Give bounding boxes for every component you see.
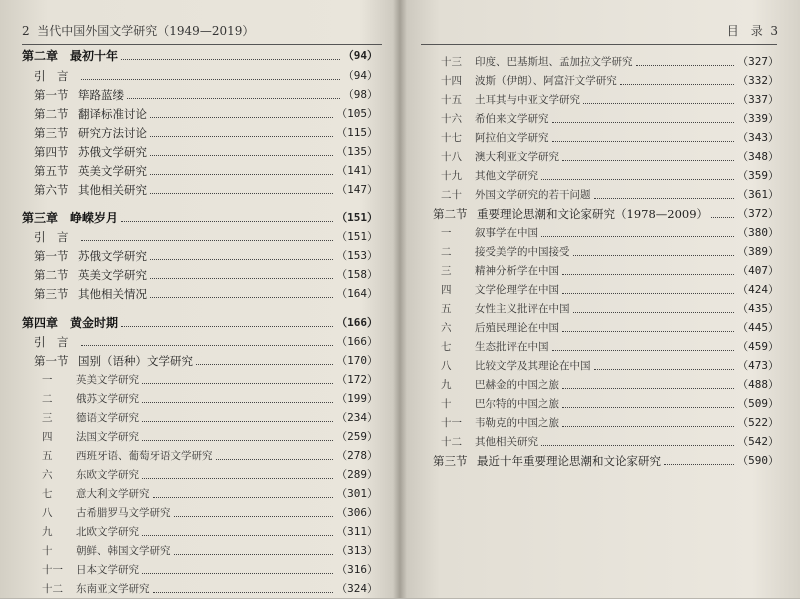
toc-entry-page: （339） xyxy=(737,112,779,125)
toc-entry-label: 第二节 xyxy=(34,268,69,282)
toc-entry-page: （289） xyxy=(336,468,378,481)
right-toc-entry xyxy=(441,318,779,338)
toc-entry-title: 朝鲜、韩国文学研究 xyxy=(76,545,171,557)
left-toc-entry xyxy=(34,104,378,124)
toc-entry-label: 第三节 xyxy=(34,126,69,140)
toc-entry-label: 三 xyxy=(441,265,452,277)
toc-dot-leader xyxy=(174,516,334,517)
left-page xyxy=(0,0,393,598)
toc-dot-leader xyxy=(552,141,735,142)
toc-entry-title: 法国文学研究 xyxy=(76,431,139,443)
toc-entry-label: 第六节 xyxy=(34,183,69,197)
toc-entry-title: 巴赫金的中国之旅 xyxy=(475,379,559,391)
right-toc-entry xyxy=(441,394,779,414)
right-toc-entry xyxy=(441,90,779,110)
toc-dot-leader xyxy=(552,350,735,351)
right-toc-entry xyxy=(441,261,779,281)
toc-entry-label: 引 言 xyxy=(34,230,69,244)
toc-entry-page: （199） xyxy=(336,392,378,405)
toc-entry-page: （488） xyxy=(737,378,779,391)
toc-entry-page: （407） xyxy=(737,264,779,277)
toc-dot-leader xyxy=(81,240,333,241)
toc-entry-title: 澳大利亚文学研究 xyxy=(475,151,559,163)
left-toc-entry xyxy=(42,427,378,447)
toc-entry-title: 黄金时期 xyxy=(70,316,119,330)
left-toc-entry xyxy=(34,284,378,304)
right-toc-entry xyxy=(441,166,779,186)
toc-entry-label: 十四 xyxy=(441,75,462,87)
toc-entry-label: 第二节 xyxy=(34,107,69,121)
toc-dot-leader xyxy=(594,369,735,370)
left-book-title: 当代中国外国文学研究（1949—2019） xyxy=(37,24,255,38)
toc-entry-title: 精神分析学在中国 xyxy=(475,265,559,277)
toc-entry-page: （259） xyxy=(336,430,378,443)
toc-entry-label: 四 xyxy=(441,284,452,296)
toc-dot-leader xyxy=(541,236,734,237)
toc-entry-title: 土耳其与中亚文学研究 xyxy=(475,94,580,106)
toc-entry-label: 一 xyxy=(42,374,53,386)
toc-entry-title: 峥嵘岁月 xyxy=(70,211,119,225)
toc-entry-page: （151） xyxy=(336,211,378,224)
toc-entry-title: 接受美学的中国接受 xyxy=(475,246,570,258)
toc-entry-page: （301） xyxy=(336,487,378,500)
right-page xyxy=(407,0,800,598)
toc-entry-page: （147） xyxy=(336,183,378,196)
left-toc-entry xyxy=(34,161,378,181)
toc-entry-page: （359） xyxy=(737,169,779,182)
toc-entry-page: （313） xyxy=(336,544,378,557)
toc-entry-title: 苏俄文学研究 xyxy=(78,249,147,263)
toc-entry-page: （311） xyxy=(336,525,378,538)
toc-dot-leader xyxy=(150,297,333,298)
left-toc-entry xyxy=(42,503,378,523)
left-toc-entry xyxy=(34,227,378,247)
toc-dot-leader xyxy=(562,426,734,427)
toc-entry-title: 重要理论思潮和文论家研究（1978—2009） xyxy=(477,207,709,221)
toc-entry-page: （348） xyxy=(737,150,779,163)
toc-entry-title: 文学伦理学在中国 xyxy=(475,284,559,296)
right-toc-entry xyxy=(441,109,779,129)
toc-entry-title: 生态批评在中国 xyxy=(475,341,549,353)
toc-entry-label: 十二 xyxy=(441,436,462,448)
toc-entry-label: 七 xyxy=(441,341,452,353)
toc-entry-page: （332） xyxy=(737,74,779,87)
toc-entry-label: 八 xyxy=(441,360,452,372)
toc-entry-label: 八 xyxy=(42,507,53,519)
toc-entry-title: 翻译标准讨论 xyxy=(78,107,147,121)
left-toc-entry xyxy=(34,265,378,285)
right-toc-entry xyxy=(441,432,779,452)
toc-entry-label: 十五 xyxy=(441,94,462,106)
left-toc-entry xyxy=(34,85,378,105)
toc-entry-page: （164） xyxy=(336,287,378,300)
right-toc-entry xyxy=(441,413,779,433)
toc-entry-page: （590） xyxy=(737,454,779,467)
toc-entry-title: 德语文学研究 xyxy=(76,412,139,424)
toc-entry-page: （278） xyxy=(336,449,378,462)
toc-entry-label: 十一 xyxy=(441,417,462,429)
toc-dot-leader xyxy=(142,383,333,384)
toc-entry-page: （435） xyxy=(737,302,779,315)
toc-entry-page: （459） xyxy=(737,340,779,353)
toc-entry-title: 叙事学在中国 xyxy=(475,227,538,239)
toc-entry-page: （158） xyxy=(336,268,378,281)
toc-entry-label: 第四节 xyxy=(34,145,69,159)
toc-dot-leader xyxy=(541,445,734,446)
toc-dot-leader xyxy=(150,174,333,175)
right-toc-entry xyxy=(441,242,779,262)
toc-entry-title: 英美文学研究 xyxy=(76,374,139,386)
toc-dot-leader xyxy=(562,274,734,275)
toc-entry-label: 一 xyxy=(441,227,452,239)
toc-entry-label: 三 xyxy=(42,412,53,424)
toc-dot-leader xyxy=(541,179,734,180)
toc-dot-leader xyxy=(196,364,333,365)
right-toc-entry xyxy=(441,299,779,319)
toc-entry-label: 四 xyxy=(42,431,53,443)
toc-entry-title: 印度、巴基斯坦、孟加拉文学研究 xyxy=(475,56,633,68)
toc-dot-leader xyxy=(573,312,735,313)
toc-dot-leader xyxy=(562,388,734,389)
toc-entry-page: （522） xyxy=(737,416,779,429)
toc-entry-title: 苏俄文学研究 xyxy=(78,145,147,159)
toc-dot-leader xyxy=(562,407,734,408)
toc-entry-label: 十 xyxy=(441,398,452,410)
right-page-number: 3 xyxy=(770,24,778,38)
toc-dot-leader xyxy=(127,98,340,99)
toc-entry-label: 五 xyxy=(441,303,452,315)
right-header-rule xyxy=(421,44,777,45)
toc-entry-title: 日本文学研究 xyxy=(76,564,139,576)
toc-dot-leader xyxy=(121,221,333,222)
toc-entry-label: 第一节 xyxy=(34,88,69,102)
right-toc-entry xyxy=(441,375,779,395)
toc-entry-label: 十八 xyxy=(441,151,462,163)
toc-dot-leader xyxy=(562,331,734,332)
toc-entry-page: （234） xyxy=(336,411,378,424)
toc-entry-label: 十七 xyxy=(441,132,462,144)
right-running-head xyxy=(727,22,778,39)
toc-entry-page: （94） xyxy=(342,69,378,82)
toc-dot-leader xyxy=(664,464,734,465)
toc-dot-leader xyxy=(142,478,333,479)
left-toc-entry xyxy=(42,370,378,390)
toc-entry-page: （337） xyxy=(737,93,779,106)
left-toc-entry xyxy=(22,208,378,228)
left-page-number: 2 xyxy=(22,24,30,38)
left-toc-entry xyxy=(42,522,378,542)
toc-entry-title: 韦勒克的中国之旅 xyxy=(475,417,559,429)
toc-dot-leader xyxy=(174,554,334,555)
toc-entry-page: （166） xyxy=(336,316,378,329)
toc-entry-label: 五 xyxy=(42,450,53,462)
toc-dot-leader xyxy=(121,59,340,60)
toc-entry-title: 其他相关研究 xyxy=(475,436,538,448)
toc-dot-leader xyxy=(216,459,334,460)
toc-entry-title: 意大利文学研究 xyxy=(76,488,150,500)
left-toc-entry xyxy=(22,46,378,66)
right-toc-entry xyxy=(441,356,779,376)
toc-entry-title: 北欧文学研究 xyxy=(76,526,139,538)
toc-entry-label: 十 xyxy=(42,545,53,557)
toc-entry-page: （542） xyxy=(737,435,779,448)
toc-entry-page: （316） xyxy=(336,563,378,576)
toc-dot-leader xyxy=(142,535,333,536)
toc-dot-leader xyxy=(142,440,333,441)
left-toc-entry xyxy=(42,446,378,466)
left-toc-entry xyxy=(34,180,378,200)
toc-entry-title: 其他相关情况 xyxy=(78,287,147,301)
toc-entry-page: （380） xyxy=(737,226,779,239)
right-toc-entry xyxy=(441,280,779,300)
toc-entry-label: 十九 xyxy=(441,170,462,182)
toc-entry-page: （509） xyxy=(737,397,779,410)
left-toc-entry xyxy=(34,142,378,162)
left-toc-entry xyxy=(34,66,378,86)
right-toc-entry xyxy=(441,128,779,148)
left-running-head xyxy=(22,22,254,39)
toc-entry-title: 英美文学研究 xyxy=(78,164,147,178)
left-toc-entry xyxy=(42,389,378,409)
toc-dot-leader xyxy=(150,278,333,279)
toc-entry-page: （98） xyxy=(342,88,378,101)
toc-entry-title: 女性主义批评在中国 xyxy=(475,303,570,315)
toc-entry-page: （343） xyxy=(737,131,779,144)
toc-entry-title: 西班牙语、葡萄牙语文学研究 xyxy=(76,450,213,462)
toc-dot-leader xyxy=(583,103,734,104)
toc-entry-label: 第三节 xyxy=(433,454,468,468)
toc-dot-leader xyxy=(552,122,735,123)
toc-entry-label: 第一节 xyxy=(34,354,69,368)
toc-entry-label: 六 xyxy=(42,469,53,481)
toc-entry-label: 十一 xyxy=(42,564,63,576)
toc-entry-title: 筚路蓝缕 xyxy=(78,88,124,102)
toc-dot-leader xyxy=(142,421,333,422)
toc-entry-page: （105） xyxy=(336,107,378,120)
toc-entry-page: （135） xyxy=(336,145,378,158)
toc-dot-leader xyxy=(142,573,333,574)
left-toc-entry xyxy=(34,123,378,143)
toc-entry-label: 第四章 xyxy=(22,316,59,330)
toc-entry-page: （361） xyxy=(737,188,779,201)
toc-entry-title: 英美文学研究 xyxy=(78,268,147,282)
toc-entry-label: 十二 xyxy=(42,583,63,595)
toc-entry-label: 二 xyxy=(441,246,452,258)
toc-entry-title: 其他文学研究 xyxy=(475,170,538,182)
toc-entry-page: （473） xyxy=(737,359,779,372)
toc-entry-label: 七 xyxy=(42,488,53,500)
toc-entry-label: 九 xyxy=(42,526,53,538)
toc-entry-page: （389） xyxy=(737,245,779,258)
toc-entry-page: （424） xyxy=(737,283,779,296)
toc-entry-label: 二十 xyxy=(441,189,462,201)
toc-entry-page: （151） xyxy=(336,230,378,243)
right-toc-entry xyxy=(441,147,779,167)
left-toc-entry xyxy=(42,484,378,504)
toc-entry-page: （324） xyxy=(336,582,378,595)
toc-entry-title: 其他相关研究 xyxy=(78,183,147,197)
toc-dot-leader xyxy=(573,255,735,256)
toc-dot-leader xyxy=(562,160,734,161)
toc-entry-label: 第二节 xyxy=(433,207,468,221)
toc-entry-title: 最近十年重要理论思潮和文论家研究 xyxy=(477,454,661,468)
toc-entry-label: 六 xyxy=(441,322,452,334)
toc-dot-leader xyxy=(150,155,333,156)
toc-entry-label: 第三章 xyxy=(22,211,59,225)
toc-entry-title: 研究方法讨论 xyxy=(78,126,147,140)
book-gutter xyxy=(393,0,407,598)
toc-dot-leader xyxy=(150,259,333,260)
toc-dot-leader xyxy=(81,345,333,346)
toc-entry-label: 十三 xyxy=(441,56,462,68)
toc-entry-title: 国别（语种）文学研究 xyxy=(78,354,193,368)
left-toc-entry xyxy=(42,465,378,485)
toc-entry-label: 第一节 xyxy=(34,249,69,263)
right-toc-entry xyxy=(441,223,779,243)
toc-entry-title: 波斯（伊朗）、阿富汗文学研究 xyxy=(475,75,617,87)
toc-entry-title: 阿拉伯文学研究 xyxy=(475,132,549,144)
toc-entry-page: （94） xyxy=(342,49,378,62)
left-toc-entry xyxy=(42,579,378,599)
toc-entry-page: （170） xyxy=(336,354,378,367)
toc-dot-leader xyxy=(121,326,333,327)
left-toc-entry xyxy=(42,560,378,580)
right-section-title: 目 录 xyxy=(726,24,763,38)
toc-entry-label: 引 言 xyxy=(34,69,69,83)
toc-entry-label: 十六 xyxy=(441,113,462,125)
toc-dot-leader xyxy=(636,65,735,66)
toc-entry-title: 东南亚文学研究 xyxy=(76,583,150,595)
toc-entry-page: （115） xyxy=(336,126,378,139)
toc-entry-label: 第五节 xyxy=(34,164,69,178)
left-toc-entry xyxy=(34,351,378,371)
toc-entry-title: 东欧文学研究 xyxy=(76,469,139,481)
toc-entry-title: 比较文学及其理论在中国 xyxy=(475,360,591,372)
toc-entry-page: （166） xyxy=(336,335,378,348)
left-toc-entry xyxy=(34,332,378,352)
toc-dot-leader xyxy=(562,293,734,294)
toc-entry-title: 希伯来文学研究 xyxy=(475,113,549,125)
right-toc-entry xyxy=(433,204,779,224)
left-toc-entry xyxy=(42,408,378,428)
right-toc-entry xyxy=(441,52,779,72)
toc-entry-label: 二 xyxy=(42,393,53,405)
toc-entry-page: （141） xyxy=(336,164,378,177)
left-toc-entry xyxy=(22,313,378,333)
toc-entry-title: 巴尔特的中国之旅 xyxy=(475,398,559,410)
left-toc-entry xyxy=(34,246,378,266)
toc-entry-label: 第三节 xyxy=(34,287,69,301)
toc-entry-title: 后殖民理论在中国 xyxy=(475,322,559,334)
toc-dot-leader xyxy=(150,193,333,194)
toc-entry-title: 外国文学研究的若干问题 xyxy=(475,189,591,201)
left-header-rule xyxy=(22,44,382,45)
toc-dot-leader xyxy=(594,198,735,199)
left-toc-entry xyxy=(42,541,378,561)
right-toc-entry xyxy=(441,71,779,91)
toc-dot-leader xyxy=(153,592,334,593)
toc-entry-page: （372） xyxy=(737,207,779,220)
toc-entry-page: （445） xyxy=(737,321,779,334)
toc-entry-title: 最初十年 xyxy=(70,49,119,63)
right-toc-entry xyxy=(433,451,779,471)
toc-entry-title: 俄苏文学研究 xyxy=(76,393,139,405)
toc-dot-leader xyxy=(620,84,734,85)
right-toc-entry xyxy=(441,337,779,357)
toc-entry-page: （172） xyxy=(336,373,378,386)
toc-dot-leader xyxy=(150,117,333,118)
toc-entry-title: 古希腊罗马文学研究 xyxy=(76,507,171,519)
toc-dot-leader xyxy=(81,79,340,80)
right-toc-entry xyxy=(441,185,779,205)
toc-entry-label: 第二章 xyxy=(22,49,59,63)
toc-entry-page: （153） xyxy=(336,249,378,262)
toc-entry-label: 九 xyxy=(441,379,452,391)
toc-entry-page: （306） xyxy=(336,506,378,519)
toc-dot-leader xyxy=(150,136,333,137)
toc-entry-label: 引 言 xyxy=(34,335,69,349)
toc-dot-leader xyxy=(711,217,734,218)
toc-dot-leader xyxy=(153,497,334,498)
toc-dot-leader xyxy=(142,402,333,403)
toc-entry-page: （327） xyxy=(737,55,779,68)
